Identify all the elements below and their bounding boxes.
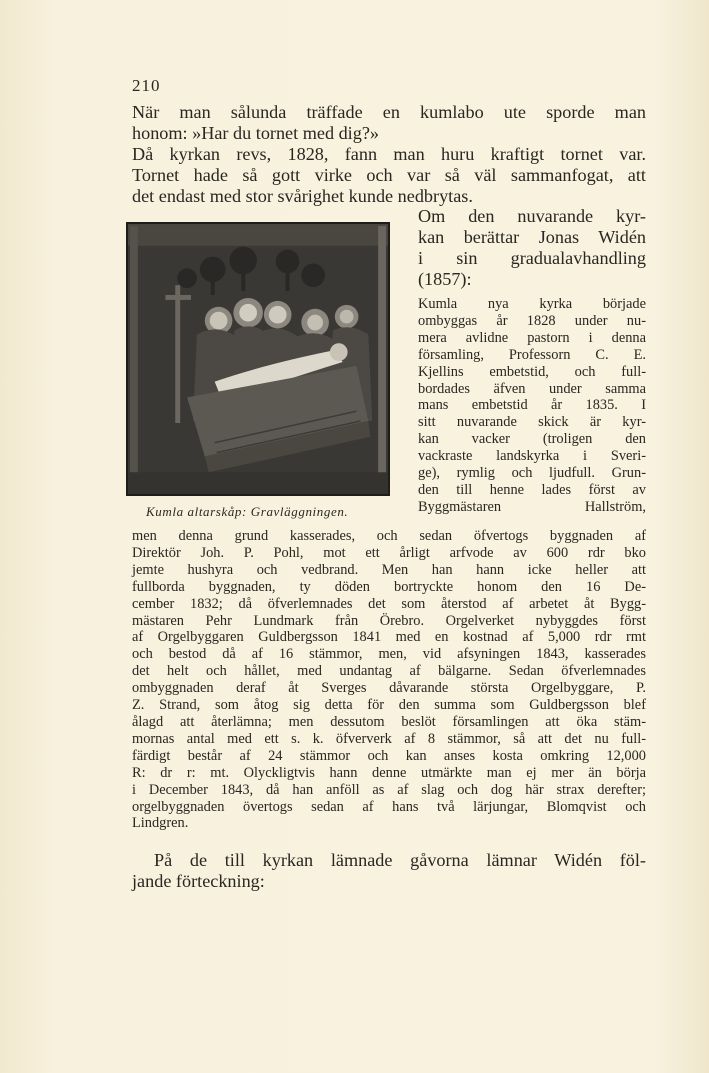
figure-caption: Kumla altarskåp: Gravläggningen. <box>146 504 349 519</box>
text-line: Tornet hade så gott virke och var så väl sammanfogat, att <box>132 165 646 185</box>
text-line: färdigt består af 24 stämmor och kan anses kosta omkring 12,000 <box>132 747 646 764</box>
text-line: R: dr r: mt. Olyckligtvis hann denne utmärkte man ej mer än börja <box>132 764 646 781</box>
text-line: honom: »Har du tornet med dig?» <box>132 123 379 143</box>
text-line: församling, Professorn C. E. <box>418 346 646 363</box>
text-line: fullborda byggnaden, ty döden bortryckte honom den 16 De- <box>132 578 646 595</box>
text-line: ombyggnaden deraf åt Sverges dåvarande största Orgelbyggare, P. <box>132 680 646 697</box>
text-line: Kumla nya kyrka började <box>418 296 646 312</box>
paragraph-gift-list-intro <box>132 850 646 892</box>
text-line: ombyggas år 1828 under nu- <box>418 312 646 329</box>
text-line: vackraste landskyrka i Sveri- <box>418 448 646 465</box>
text-line: mera avlidne pastorn i denna <box>418 329 646 346</box>
text-line: När man sålunda träffade en kumlabo ute sporde man <box>132 102 646 122</box>
text-line: ge), rymlig och ljudfull. Grun- <box>418 465 646 482</box>
text-line: det endast med stor svårighet kunde nedbrytas. <box>132 186 473 206</box>
paragraph-church-demolition <box>132 144 646 207</box>
text-line: Direktör Joh. P. Pohl, mot ett årligt arfvode av 600 rdr bko <box>132 544 646 561</box>
text-line: bordades äfven under samma <box>418 380 646 397</box>
paragraph-kumlabo <box>132 102 646 144</box>
text-line: mornas antal med ett s. k. öfververk af 8 stämmor, så att det nu full- <box>132 730 646 747</box>
text-line: Byggmästaren Hallström, <box>418 498 646 515</box>
text-line: På de till kyrkan lämnade gåvorna lämnar Widén föl- <box>154 850 646 870</box>
page-number: 210 <box>132 76 161 95</box>
text-line: mästaren Pehr Lundmark från Örebro. Orgelverket nybyggdes först <box>132 612 646 629</box>
text-line: Kjellins embetstid, och full- <box>418 363 646 380</box>
altarpiece-image <box>126 222 390 496</box>
text-line: ålagd att återlämna; men dessutom beslöt församlingen att öka stäm- <box>132 713 646 730</box>
text-line: i December 1843, då han anföll as af slag och dog här strax derefter; <box>132 781 646 798</box>
quote-narrow-column <box>418 296 646 516</box>
text-line: och bestod då af 16 stämmor, men, vid afsyningen 1843, kasserades <box>132 646 646 663</box>
text-line: (1857): <box>418 269 472 289</box>
text-line: cember 1832; då öfverlemnades det som återstod af arbetet åt Bygg- <box>132 595 646 612</box>
text-line: Lindgren. <box>132 815 189 832</box>
text-line: jemte hushyra och vedbrand. Men han hann icke heller att <box>132 561 646 578</box>
text-line: Z. Strand, som åtog sig detta för den summa som Guldbergsson blef <box>132 697 646 714</box>
text-line: Då kyrkan revs, 1828, fann man huru kraftigt tornet var. <box>132 144 646 164</box>
text-line: kan vacker (troligen den <box>418 431 646 448</box>
text-line: jande förteckning: <box>132 871 265 891</box>
altarpiece-figure <box>126 222 392 496</box>
text-line: kan berättar Jonas Widén <box>418 227 646 247</box>
paragraph-widen-intro <box>418 206 646 290</box>
quote-full-width <box>132 528 646 832</box>
text-line: den till henne lades först av <box>418 481 646 498</box>
text-line: det helt och hållet, med undantag af bälgarne. Sedan öfverlemnades <box>132 663 646 680</box>
text-line: af Orgelbyggaren Guldbergsson 1841 med en kostnad af 5,000 rdr rmt <box>132 629 646 646</box>
text-line: men denna grund kasserades, och sedan öfvertogs byggnaden af <box>132 528 646 544</box>
text-line: sitt nuvarande skick är kyr- <box>418 414 646 431</box>
text-line: Om den nuvarande kyr- <box>418 206 646 226</box>
text-line: mans embetstid år 1835. I <box>418 397 646 414</box>
text-line: orgelbyggnaden övertogs sedan af hans två lärjungar, Blomqvist och <box>132 798 646 815</box>
text-line: i sin gradualavhandling <box>418 248 646 268</box>
entombment-painting-illustration <box>128 224 388 494</box>
